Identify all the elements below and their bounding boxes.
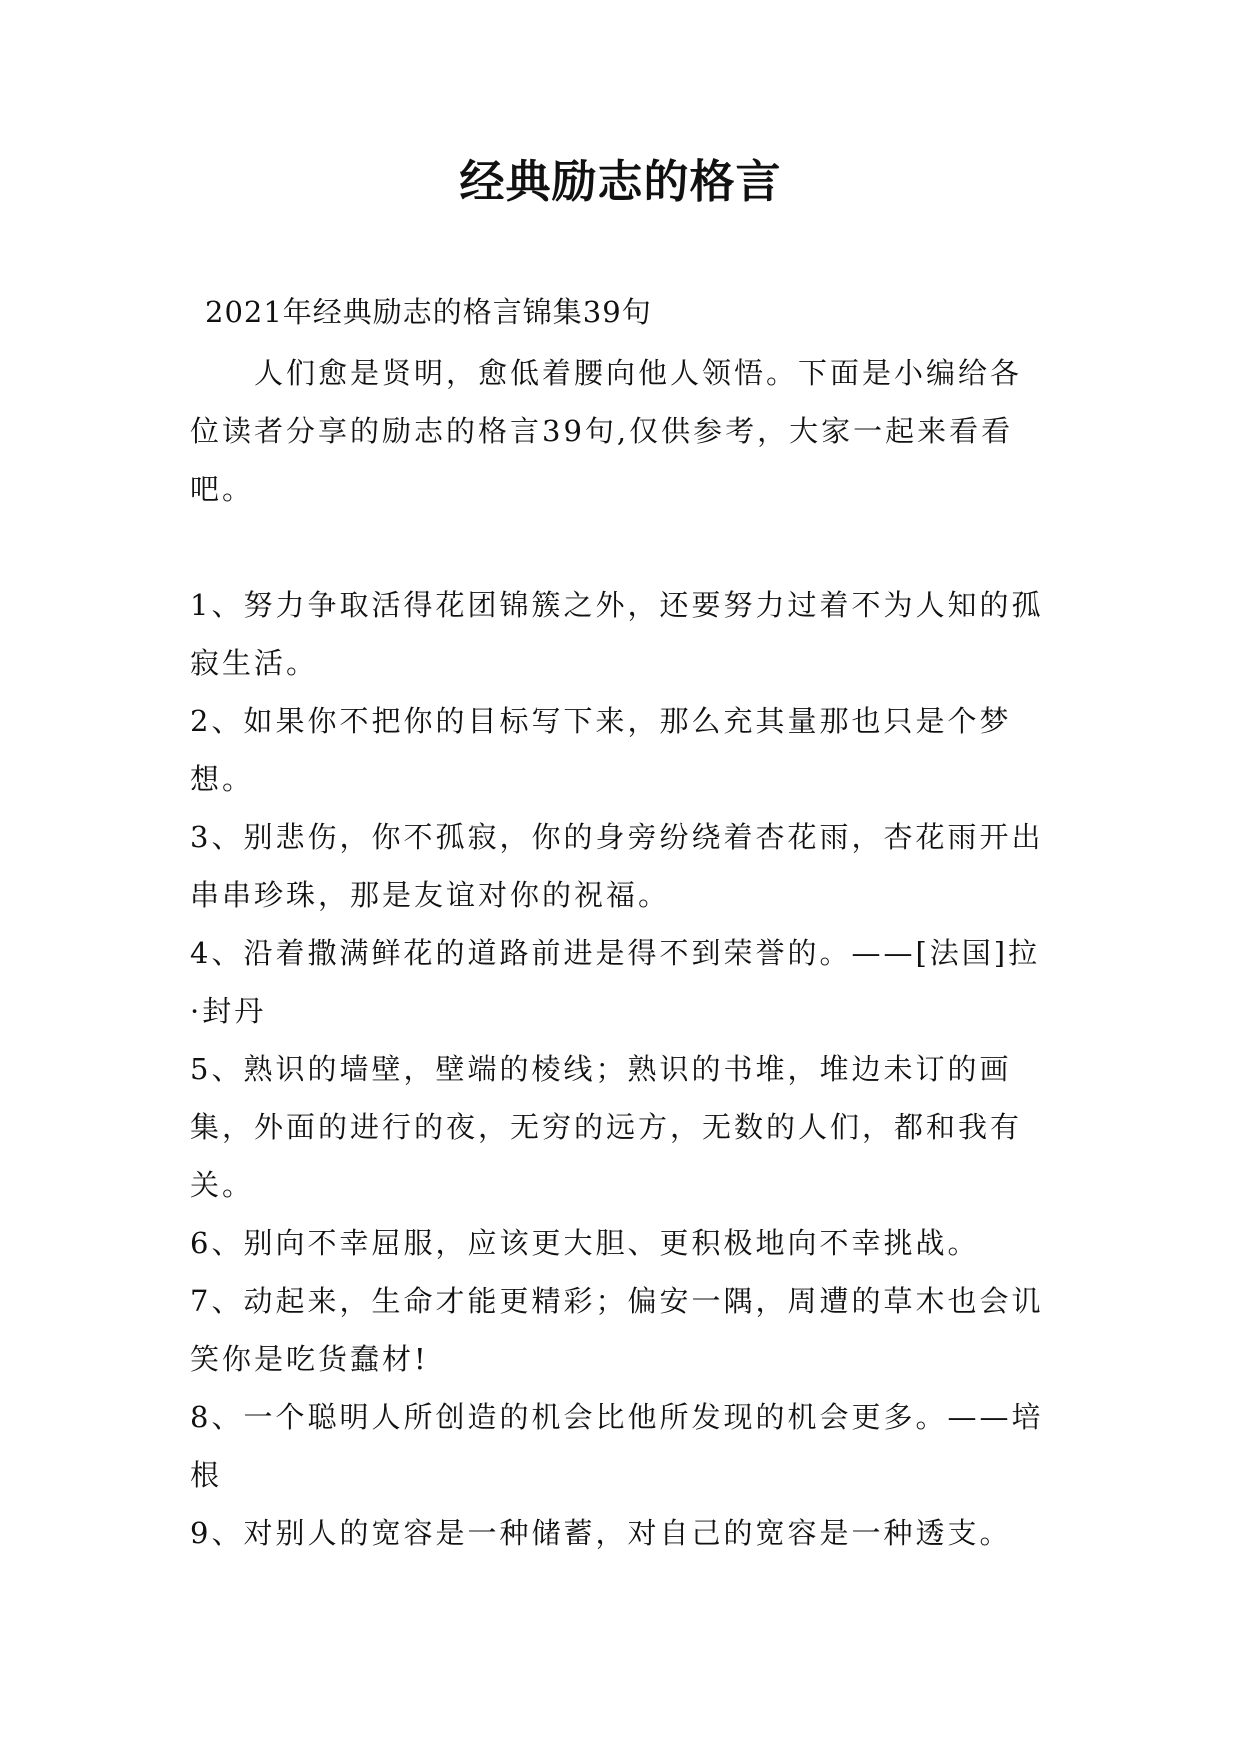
document-title: 经典励志的格言 <box>459 155 782 208</box>
quote-item: 4、沿着撒满鲜花的道路前进是得不到荣誉的。——[法国]拉·封丹 <box>190 936 1041 1028</box>
quote-item: 6、别向不幸屈服，应该更大胆、更积极地向不幸挑战。 <box>190 1226 980 1260</box>
quote-item: 2、如果你不把你的目标写下来，那么充其量那也只是个梦想。 <box>190 704 1012 796</box>
quote-item: 9、对别人的宽容是一种储蓄，对自己的宽容是一种透支。 <box>190 1516 1012 1550</box>
document-subtitle: 2021年经典励志的格言锦集39句 <box>205 295 652 329</box>
quote-item: 3、别悲伤，你不孤寂，你的身旁纷绕着杏花雨，杏花雨开出串串珍珠，那是友谊对你的祝福。 <box>190 820 1044 912</box>
quote-item: 8、一个聪明人所创造的机会比他所发现的机会更多。——培根 <box>190 1400 1044 1492</box>
intro-paragraph: 人们愈是贤明，愈低着腰向他人领悟。下面是小编给各位读者分享的励志的格言39句,仅供参考，大家一起来看看吧。 <box>190 356 1023 506</box>
quote-list <box>190 576 1048 1562</box>
quote-item: 1、努力争取活得花团锦簇之外，还要努力过着不为人知的孤寂生活。 <box>190 588 1044 680</box>
quote-item: 5、熟识的墙壁，壁端的棱线；熟识的书堆，堆边未订的画集，外面的进行的夜，无穷的远方，无数的人们，都和我有关。 <box>190 1052 1023 1202</box>
quote-item: 7、动起来，生命才能更精彩；偏安一隅，周遭的草木也会讥笑你是吃货蠢材! <box>190 1284 1044 1376</box>
